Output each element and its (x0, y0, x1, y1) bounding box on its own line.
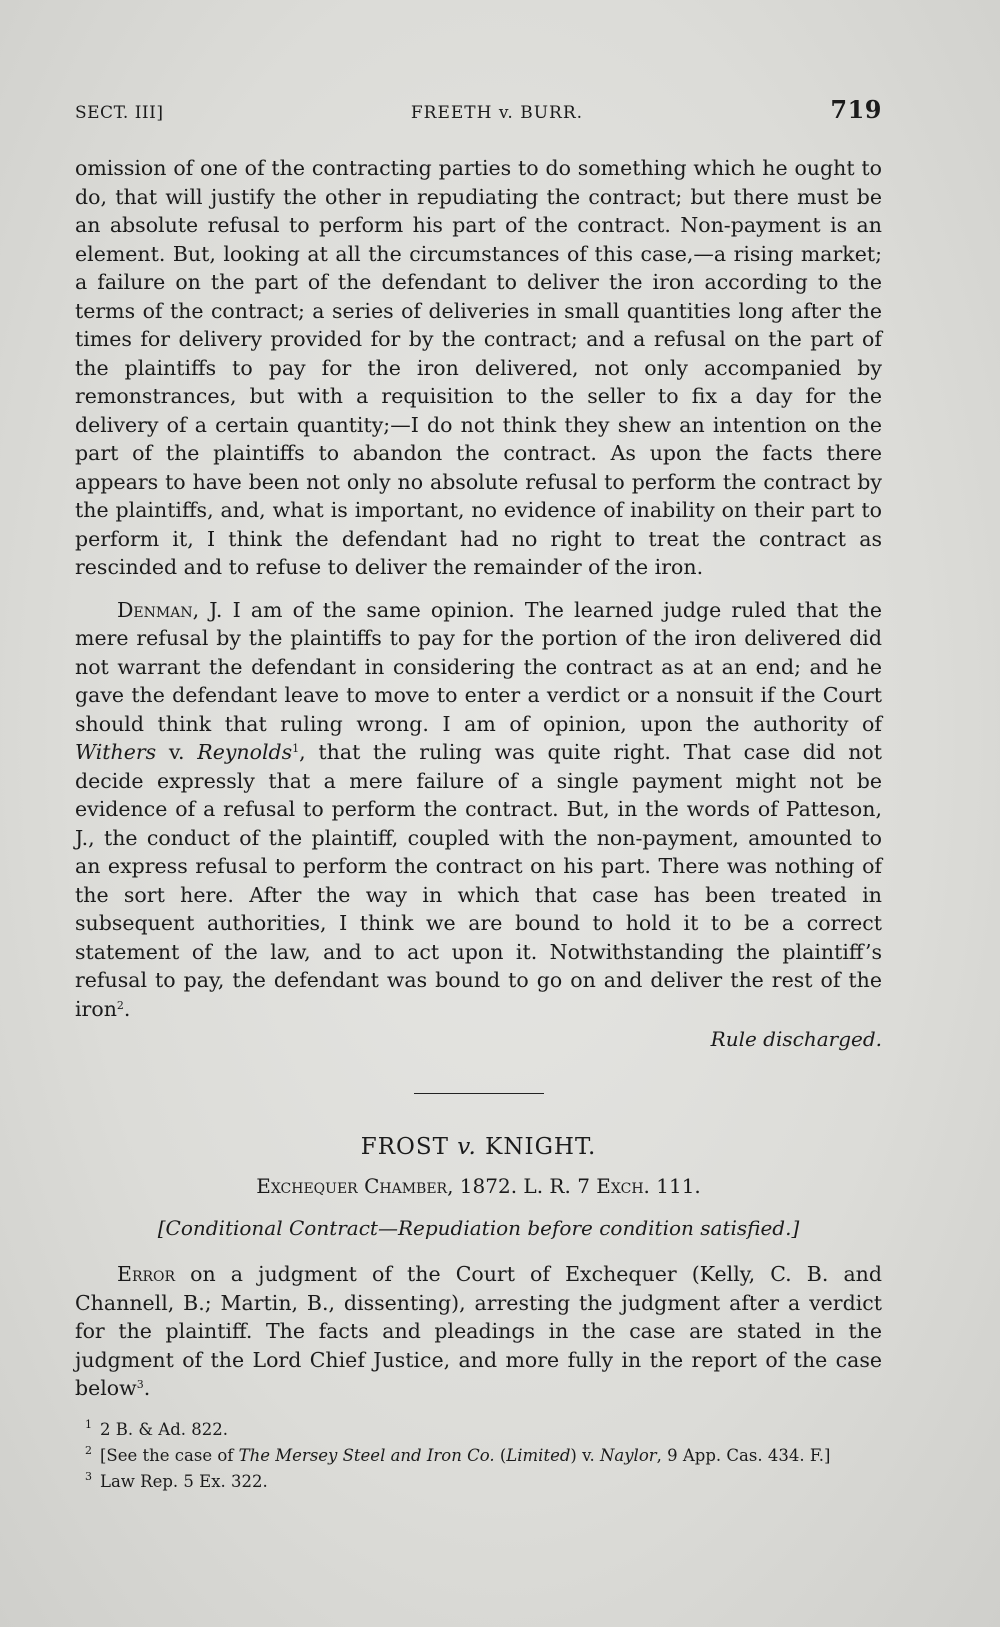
paragraph-error (75, 1260, 882, 1403)
paragraph-denman (75, 596, 882, 1024)
paragraph-text: , that the ruling was quite right. That case did not decide expressly that a mere failure of a single payment might not be evidence of a refusal to perform the contract. But, in the words of Patteson, J., the conduct of the plaintiff, coupled with the non-payment, amounted to an express refusal to perform the contract on his part. There was nothing of the sort here. After the way in which that case has been treated in subsequent authorities, I think we are bound to hold it to be a correct statement of the law, and to act upon it. Notwithstanding the plaintiff’s refusal to pay, the defendant was bound to go on and deliver the rest of the iron (75, 740, 882, 1021)
section-label: SECT. III] (75, 103, 164, 123)
footnotes (75, 1417, 882, 1495)
case-title (75, 1134, 882, 1160)
footnote-text: 2 B. & Ad. 822. (100, 1419, 228, 1439)
case-party: KNIGHT. (476, 1134, 597, 1160)
paragraph-text: on a judgment of the Court of Exchequer (Kelly, C. B. and Channell, B.; Martin, B., dissenting), arresting the judgment after a verdict for the plaintiff. The facts and pleadings in the case are stated in the judgment of the Lord Chief Justice, and more fully in the report of the case below (75, 1262, 882, 1400)
court-name: Exchequer Chamber (256, 1174, 448, 1198)
paragraph-text: . (143, 1376, 151, 1400)
citation-court: Exch (596, 1174, 644, 1198)
footnote-2 (85, 1443, 882, 1469)
running-title: FREETH v. BURR. (410, 103, 584, 123)
footnote-ref: 3 (136, 1378, 144, 1391)
rule-discharged: Rule discharged. (710, 1027, 882, 1051)
footnote-text: ( (494, 1445, 507, 1465)
footnote-1 (85, 1417, 882, 1443)
case-name: Reynolds (197, 740, 293, 764)
judge-name: Denman, J. (117, 597, 223, 622)
paragraph-text: I am of the same opinion. The learned judge ruled that the mere refusal by the plaintiffs to pay for the portion of the iron delivered did not warrant the defendant in considering the contract as at an end; and he gave the defendant leave to move to enter a verdict or a nonsuit if the Court should think that ruling wrong. I am of opinion, upon the authority of (75, 597, 883, 736)
page-number: 719 (830, 95, 882, 124)
versus: v. (156, 740, 198, 764)
footnote-text: [See the case of (100, 1445, 239, 1465)
case-name: Withers (75, 740, 157, 764)
running-header (75, 95, 882, 124)
error-word: Error (117, 1262, 176, 1286)
citation-text: , 1872. L. R. 7 (447, 1174, 597, 1198)
footnote-case: The Mersey Steel and Iron Co. (238, 1445, 495, 1465)
footnote-number: 2 (85, 1443, 92, 1457)
footnote-text: ) v. (570, 1445, 600, 1465)
paragraph-text: . (123, 996, 131, 1021)
footnote-text: Law Rep. 5 Ex. 322. (100, 1471, 268, 1491)
footnote-3 (85, 1469, 882, 1495)
footnote-number: 3 (85, 1469, 92, 1483)
footnote-number: 1 (85, 1417, 92, 1431)
footnote-case: Naylor (599, 1445, 657, 1465)
footnote-ref: 2 (116, 998, 124, 1012)
section-divider (414, 1093, 544, 1094)
footnote-case: Limited (506, 1445, 571, 1465)
case-party: FROST (360, 1134, 458, 1160)
footnote-ref: 1 (292, 742, 300, 755)
case-versus: v. (457, 1134, 477, 1160)
footnote-text: , 9 App. Cas. 434. F.] (656, 1445, 831, 1465)
court-citation (75, 1174, 882, 1198)
citation-text: . 111. (643, 1174, 701, 1198)
headnote: [Conditional Contract—Repudiation before condition satisfied.] (157, 1216, 800, 1240)
paragraph-continuation: omission of one of the contracting parties to do something which he ought to do, that will justify the other in repudiating the contract; but there must be an absolute refusal to perform his part of the contract. Non-payment is an element. But, looking at all the circumstances of this case,—a rising market; a failure on the part of the defendant to deliver the iron according to the terms of the contract; a series of deliveries in small quantities long after the times for delivery provided for by the contract; and a refusal on the part of the plaintiffs to pay for the iron delivered, not only accompanied by remonstrances, but with a requisition to the seller to fix a day for the delivery of a certain quantity;—I do not think they shew an intention on the part of the plaintiffs to abandon the contract. As upon the facts there appears to have been not only no absolute refusal to perform the contract by the plaintiffs, and, what is important, no evidence of inability on their part to perform it, I think the defendant had no right to treat the contract as rescinded and to refuse to deliver the remainder of the iron. (75, 156, 882, 579)
